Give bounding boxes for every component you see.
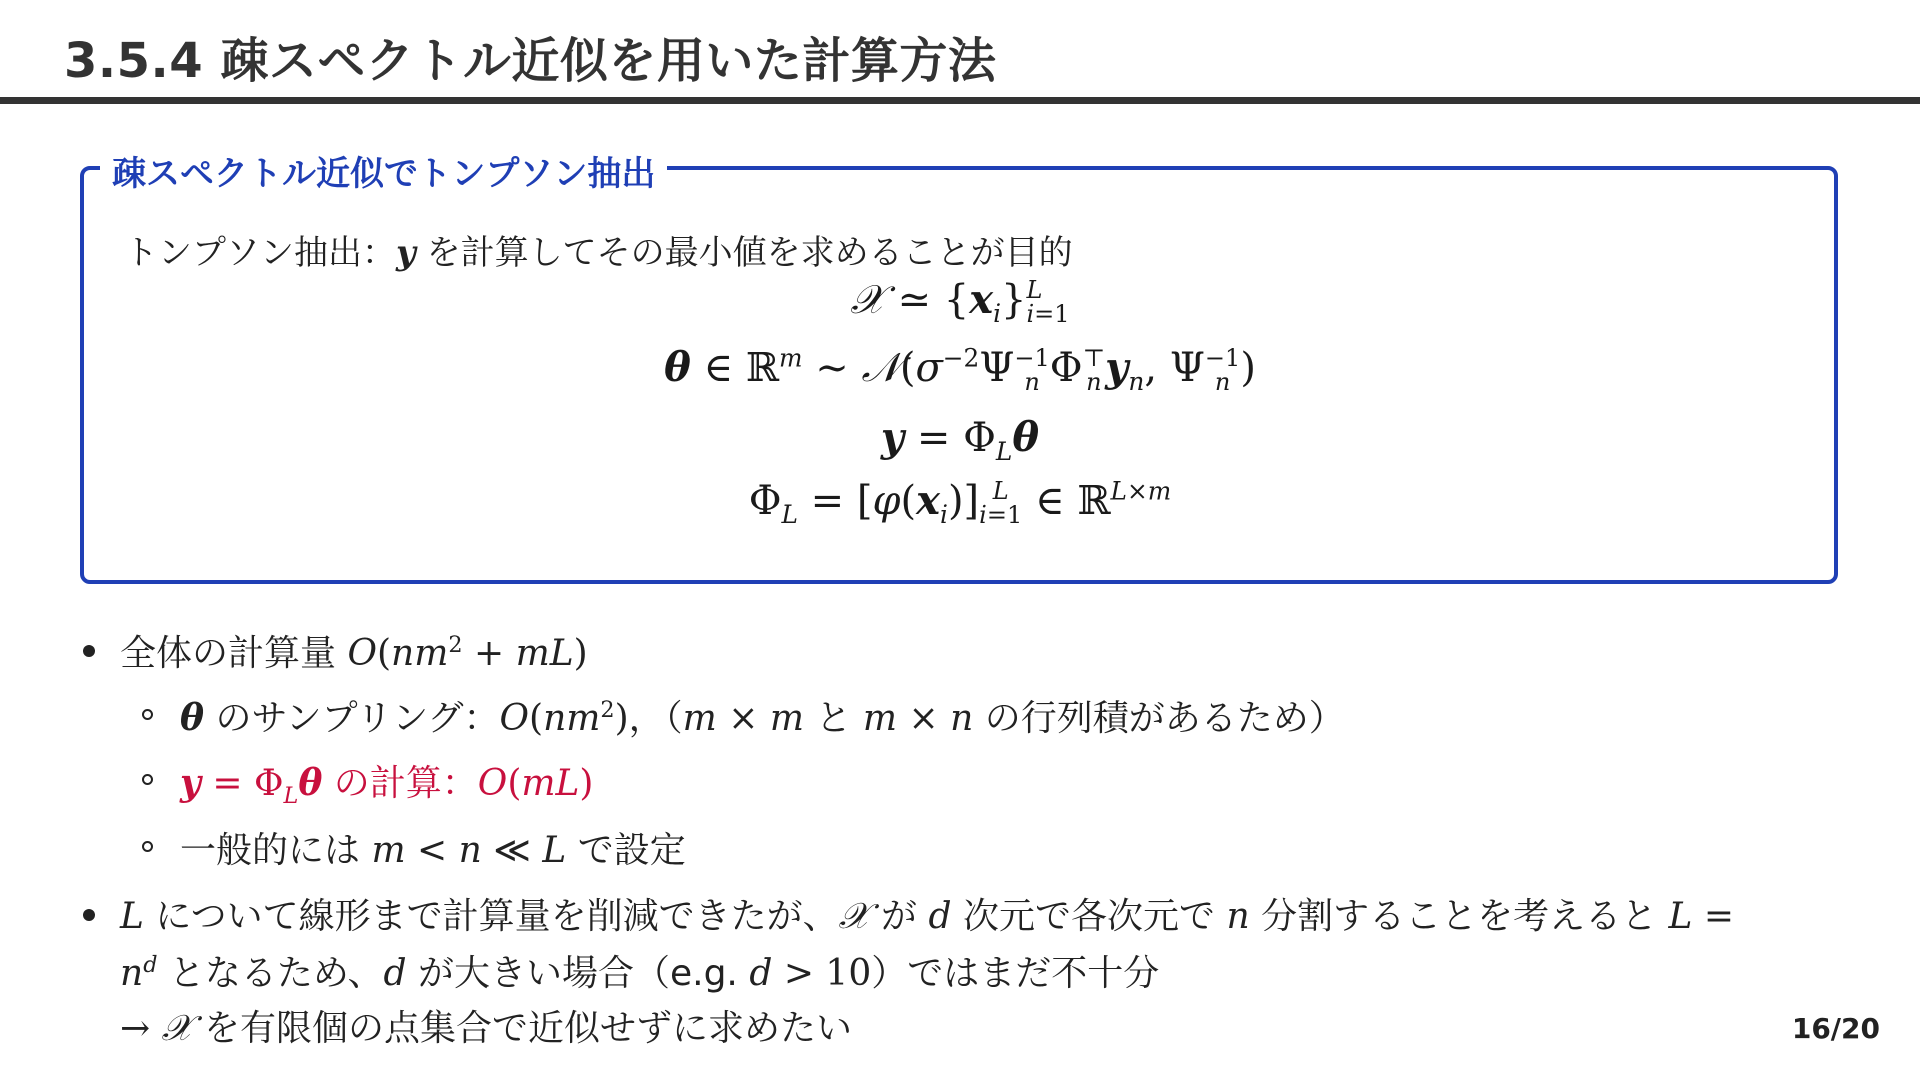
limitation-text-h: を有限個の点集合で近似せずに求めたい — [192, 1008, 853, 1049]
sub-bullet-ring — [142, 774, 153, 785]
sub-bullet-sampling: θ のサンプリング：$O(nm^2)$，（m × m と m × n の行列積があるため） — [180, 697, 1345, 739]
sub-bullet-ring — [142, 841, 153, 852]
sub-bullet-ring — [142, 709, 153, 720]
equation-y: $y = \Phi_L\theta$ — [880, 414, 1040, 466]
setting-text: 一般的には — [180, 830, 372, 871]
bullet-dot — [83, 645, 95, 657]
equation-domain: 𝒳 ≃ $\{x_i\}$ L i=1 — [850, 276, 1070, 328]
equation-theta-dist: θ ∈ ℝ$^m$ ∼ $𝒩(\sigma^{-2}\Psi$ −1 n Φ ⊤ n $y_n$, Ψ −1 n ) — [664, 343, 1256, 396]
slide-title: 3.5.4 疎スペクトル近似を用いた計算方法 — [64, 33, 997, 89]
bullet-complexity-text: 全体の計算量 — [120, 633, 337, 674]
sampling-and: と — [804, 698, 863, 739]
bullet-dot — [83, 909, 95, 921]
sub-bullet-setting: 一般的には m < n ≪ L で設定 — [180, 830, 686, 871]
limitation-text-c: 次元で各次元で — [951, 896, 1227, 937]
limitation-text-d: 分割することを考えると — [1249, 896, 1669, 937]
y-computation-text: の計算： — [322, 763, 478, 804]
bullet-complexity: 全体の計算量 $O(nm^2 + mL)$ — [120, 632, 588, 674]
sampling-tail: の行列積があるため） — [973, 698, 1345, 739]
setting-tail: で設定 — [566, 830, 686, 871]
limitation-text-a: について線形まで計算量を削減できたが、 — [143, 896, 839, 937]
bullet-limitation-line1: L について線形まで計算量を削減できたが、𝒳 が d 次元で各次元で n 分割することを考えると L = — [120, 896, 1735, 937]
limitation-text-e: となるため、 — [157, 953, 384, 994]
sampling-text: のサンプリング： — [204, 698, 500, 739]
intro-text: トンプソン抽出： — [124, 233, 396, 273]
sub-bullet-y-computation: $y = \Phi_L\theta$ の計算：O(mL) — [180, 762, 594, 810]
limitation-text-b: が — [869, 896, 929, 937]
page-number: 16/20 — [1791, 1012, 1880, 1045]
equation-phi: $\Phi_L = [\varphi(x_i)]$ L i=1 ∈ ℝ$^{L\times m}$ — [748, 476, 1172, 529]
theorem-box-title: 疎スペクトル近似でトンプソン抽出 — [100, 146, 667, 195]
limitation-text-f: が大きい場合（e.g. — [406, 953, 750, 994]
sampling-paren: ，（ — [628, 698, 683, 739]
intro-rest: を計算してその最小値を求めることが目的 — [415, 233, 1073, 273]
title-rule — [0, 97, 1920, 104]
theorem-intro — [124, 225, 1073, 274]
limitation-text-g: ）ではまだ不十分 — [871, 953, 1160, 994]
bullet-limitation-line2: $n^d$ となるため、d が大きい場合（e.g. d > 10）ではまだ不十分 — [120, 952, 1160, 994]
intro-var: y — [396, 233, 416, 273]
bullet-limitation-line3: → 𝒳 を有限個の点集合で近似せずに求めたい — [120, 1008, 853, 1049]
